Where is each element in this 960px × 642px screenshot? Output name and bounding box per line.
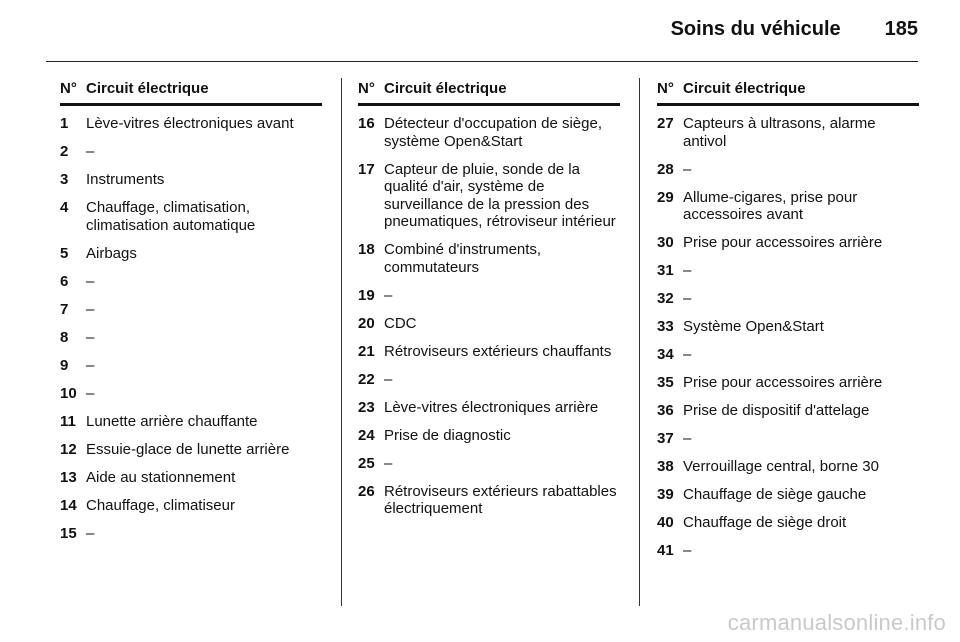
circuit-description: Système Open&Start	[683, 318, 824, 335]
circuit-description: –	[683, 430, 692, 447]
circuit-description: Chauffage, climatisation, climatisation automatique	[86, 199, 256, 234]
watermark[interactable]: carmanualsonline.info	[727, 610, 946, 635]
fuse-number: 23	[358, 398, 375, 416]
fuse-rows	[60, 115, 322, 542]
circuit-description: Lève-vitres électroniques avant	[86, 115, 294, 132]
header-divider	[46, 61, 918, 62]
fuse-number: 18	[358, 241, 375, 258]
fuse-number: 9	[60, 356, 69, 374]
fuse-number: 19	[358, 286, 375, 304]
table-row	[60, 245, 322, 263]
fuse-table-column-1	[60, 80, 322, 553]
column-header-label: Circuit électrique	[683, 80, 806, 97]
table-row	[358, 455, 620, 473]
table-row	[657, 262, 919, 280]
table-row	[60, 329, 322, 347]
column-header-number: N°	[60, 80, 77, 97]
table-row	[60, 115, 322, 133]
table-row	[358, 161, 620, 231]
column-divider	[639, 78, 640, 606]
fuse-number: 37	[657, 430, 674, 447]
circuit-description: –	[86, 524, 95, 542]
circuit-description: –	[683, 542, 692, 559]
column-header	[657, 80, 919, 106]
table-row	[60, 469, 322, 487]
circuit-description: Rétroviseurs extérieurs chauffants	[384, 342, 612, 360]
circuit-description: –	[86, 356, 95, 374]
circuit-description: Rétroviseurs extérieurs rabattables électriquement	[384, 482, 617, 517]
circuit-description: Capteurs à ultrasons, alarme antivol	[683, 115, 876, 150]
circuit-description: –	[384, 370, 393, 388]
table-row	[358, 371, 620, 389]
fuse-number: 27	[657, 115, 674, 132]
table-row	[60, 525, 322, 543]
table-row	[657, 486, 919, 504]
fuse-number: 36	[657, 402, 674, 419]
table-row	[657, 318, 919, 336]
fuse-number: 40	[657, 514, 674, 531]
circuit-description: Chauffage de siège gauche	[683, 486, 867, 503]
circuit-description: Instruments	[86, 171, 165, 188]
circuit-description: –	[683, 160, 692, 178]
circuit-description: Aide au stationnement	[86, 468, 236, 486]
circuit-description: Capteur de pluie, sonde de la qualité d'air, système de surveillance de la pression des pneumatiques, rétroviseur intérieur	[384, 160, 616, 230]
fuse-number: 8	[60, 328, 69, 346]
table-row	[60, 143, 322, 161]
fuse-number: 12	[60, 440, 77, 458]
circuit-description: Airbags	[86, 244, 137, 262]
table-row	[60, 497, 322, 515]
circuit-description: –	[683, 346, 692, 363]
table-row	[358, 315, 620, 333]
table-row	[358, 483, 620, 518]
fuse-number: 38	[657, 458, 674, 475]
fuse-number: 14	[60, 496, 77, 514]
table-row	[60, 385, 322, 403]
table-row	[358, 399, 620, 417]
table-row	[657, 374, 919, 392]
fuse-number: 26	[358, 482, 375, 500]
table-row	[358, 427, 620, 445]
circuit-description: Détecteur d'occupation de siège, système Open&Start	[384, 115, 603, 150]
table-row	[60, 301, 322, 319]
column-header-number: N°	[358, 80, 375, 97]
fuse-number: 24	[358, 426, 375, 444]
fuse-table-column-3	[657, 80, 919, 570]
fuse-number: 20	[358, 314, 375, 332]
column-divider	[341, 78, 342, 606]
fuse-number: 22	[358, 370, 375, 388]
fuse-number: 4	[60, 199, 69, 216]
circuit-description: Prise pour accessoires arrière	[683, 234, 883, 251]
fuse-number: 2	[60, 143, 69, 160]
fuse-number: 34	[657, 346, 674, 363]
fuse-number: 41	[657, 542, 674, 559]
fuse-number: 1	[60, 115, 69, 132]
fuse-number: 28	[657, 160, 674, 178]
circuit-description: Prise de dispositif d'attelage	[683, 402, 870, 419]
fuse-number: 32	[657, 290, 674, 307]
circuit-description: Lève-vitres électroniques arrière	[384, 398, 599, 416]
table-row	[657, 514, 919, 532]
fuse-number: 25	[358, 454, 375, 472]
table-row	[657, 189, 919, 224]
table-row	[657, 115, 919, 150]
table-row	[358, 343, 620, 361]
fuse-number: 30	[657, 234, 674, 251]
table-row	[358, 241, 620, 276]
page-number: 185	[884, 18, 918, 40]
fuse-number: 39	[657, 486, 674, 503]
table-row	[60, 357, 322, 375]
circuit-description: –	[683, 262, 692, 279]
circuit-description: Chauffage, climatiseur	[86, 496, 235, 514]
circuit-description: Lunette arrière chauffante	[86, 412, 258, 430]
column-header-number: N°	[657, 80, 674, 97]
table-row	[60, 441, 322, 459]
fuse-rows	[358, 115, 620, 518]
fuse-number: 5	[60, 244, 69, 262]
fuse-number: 33	[657, 318, 674, 335]
fuse-number: 13	[60, 468, 77, 486]
fuse-number: 21	[358, 342, 375, 360]
circuit-description: CDC	[384, 314, 417, 332]
table-row	[358, 115, 620, 150]
fuse-number: 35	[657, 374, 674, 391]
circuit-description: –	[86, 272, 95, 290]
fuse-number: 11	[60, 412, 76, 430]
circuit-description: Allume-cigares, prise pour accessoires avant	[683, 188, 858, 223]
column-header	[358, 80, 620, 106]
table-row	[657, 402, 919, 420]
circuit-description: –	[86, 328, 95, 346]
page-title: Soins du véhicule	[670, 18, 841, 40]
table-row	[657, 458, 919, 476]
circuit-description: –	[683, 290, 692, 307]
circuit-description: Essuie-glace de lunette arrière	[86, 440, 290, 458]
fuse-number: 15	[60, 524, 77, 542]
circuit-description: Prise pour accessoires arrière	[683, 374, 883, 391]
fuse-number: 6	[60, 272, 69, 290]
fuse-number: 31	[657, 262, 674, 279]
fuse-number: 16	[358, 115, 375, 132]
column-header-label: Circuit électrique	[86, 80, 209, 97]
circuit-description: –	[384, 286, 393, 304]
fuse-number: 10	[60, 384, 77, 402]
table-row	[657, 542, 919, 560]
table-row	[60, 199, 322, 234]
table-row	[657, 161, 919, 179]
circuit-description: –	[384, 454, 393, 472]
table-row	[657, 290, 919, 308]
table-row	[60, 171, 322, 189]
circuit-description: Prise de diagnostic	[384, 426, 511, 444]
circuit-description: Combiné d'instruments, commutateurs	[384, 241, 542, 276]
circuit-description: –	[86, 143, 95, 160]
column-header-label: Circuit électrique	[384, 80, 507, 97]
page-header	[671, 18, 918, 41]
table-row	[657, 234, 919, 252]
table-row	[358, 287, 620, 305]
column-header	[60, 80, 322, 106]
table-row	[60, 273, 322, 291]
fuse-number: 29	[657, 188, 674, 206]
table-row	[60, 413, 322, 431]
fuse-number: 3	[60, 171, 69, 188]
fuse-rows	[657, 115, 919, 560]
circuit-description: Chauffage de siège droit	[683, 514, 847, 531]
fuse-number: 17	[358, 160, 375, 178]
table-row	[657, 430, 919, 448]
circuit-description: –	[86, 300, 95, 318]
circuit-description: Verrouillage central, borne 30	[683, 458, 879, 475]
table-row	[657, 346, 919, 364]
circuit-description: –	[86, 384, 95, 402]
fuse-number: 7	[60, 300, 69, 318]
fuse-table-column-2	[358, 80, 620, 528]
